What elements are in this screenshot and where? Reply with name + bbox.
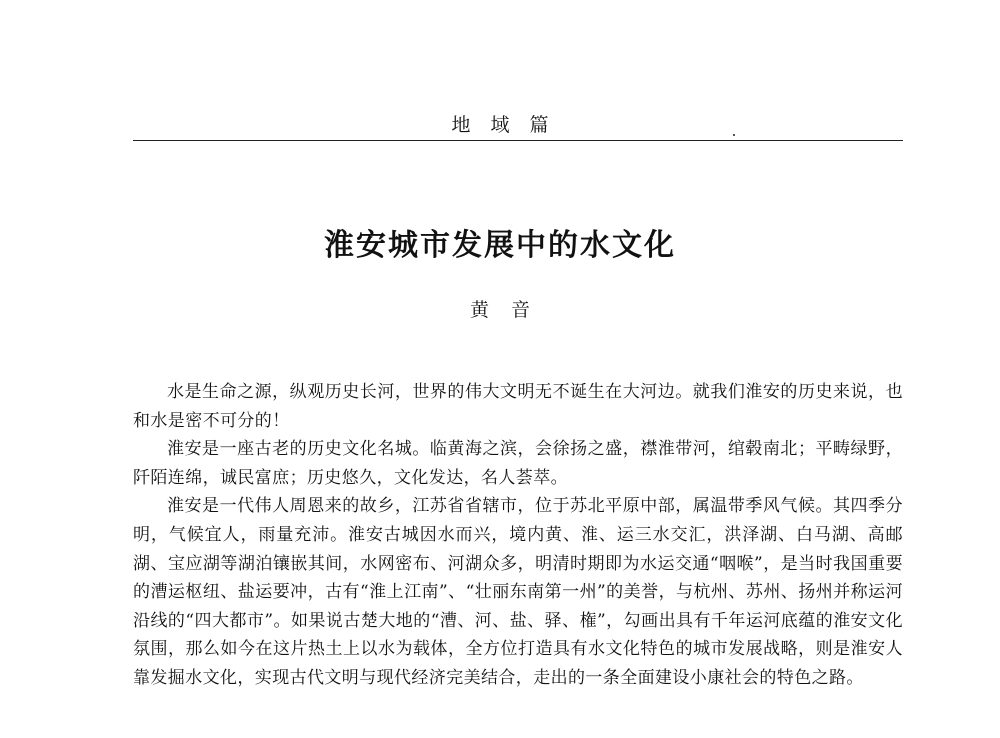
- header-rule: [133, 140, 903, 141]
- article-body: [133, 378, 903, 693]
- running-head: 地域篇: [451, 114, 569, 136]
- paragraph-2: 淮安是一座古老的历史文化名城。临黄海之滨，会徐扬之盛，襟淮带河，绾毂南北；平畴绿野，阡陌连绵，诚民富庶；历史悠久，文化发达，名人荟萃。: [133, 439, 903, 488]
- article-author: 黄音: [469, 299, 552, 321]
- scan-speck: [733, 134, 735, 136]
- paragraph-1: 水是生命之源，纵观历史长河，世界的伟大文明无不诞生在大河边。就我们淮安的历史来说，也和水是密不可分的！: [133, 382, 903, 431]
- paragraph-3: 淮安是一代伟人周恩来的故乡，江苏省省辖市，位于苏北平原中部，属温带季风气候。其四季分明，气候宜人，雨量充沛。淮安古城因水而兴，境内黄、淮、运三水交汇，洪泽湖、白马湖、高邮湖、宝应湖等湖泊镶嵌其间，水网密布、河湖众多，明清时期即为水运交通“咽喉”，是当时我国重要的漕运枢纽、盐运要冲，古有“淮上江南”、“壮丽东南第一州”的美誉，与杭州、苏州、扬州并称运河沿线的“四大都市”。如果说古楚大地的“漕、河、盐、驿、権”，勾画出具有千年运河底蕴的淮安文化氛围，那么如今在这片热土上以水为载体，全方位打造具有水文化特色的城市发展战略，则是淮安人靠发掘水文化，实现古代文明与现代经济完美结合，走出的一条全面建设小康社会的特色之路。: [133, 496, 903, 688]
- article-title: 淮安城市发展中的水文化: [324, 228, 676, 263]
